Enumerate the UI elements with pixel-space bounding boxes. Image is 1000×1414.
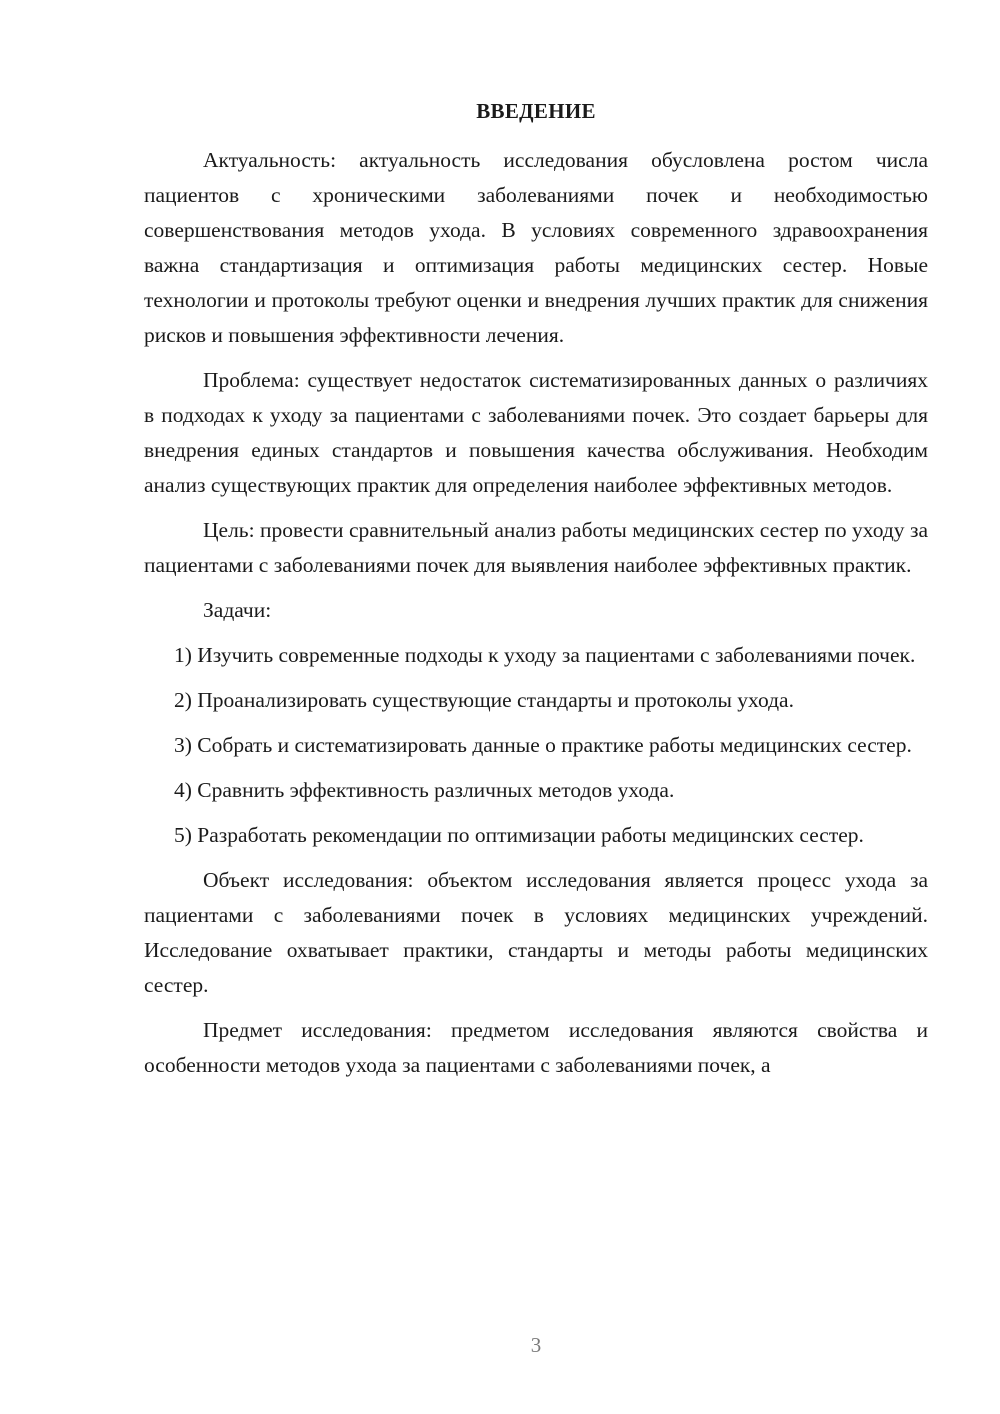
task-item-5: 5) Разработать рекомендации по оптимизации работы медицинских сестер. <box>174 823 864 847</box>
paragraph-problem: Проблема: существует недостаток систематизированных данных о различиях в подходах к уходу за пациентами с заболеваниями почек. Это создает барьеры для внедрения единых стандартов и повышения качества обслуживания. Необходим анализ существующих практик для определения наиболее эффективных методов. <box>144 368 928 497</box>
paragraph-tasks-heading: Задачи: <box>203 598 272 622</box>
task-item-1: 1) Изучить современные подходы к уходу за пациентами с заболеваниями почек. <box>174 643 916 667</box>
task-item-2: 2) Проанализировать существующие стандарты и протоколы ухода. <box>174 688 794 712</box>
document-body <box>144 143 928 1083</box>
page-number: 3 <box>530 1333 542 1357</box>
task-item-4: 4) Сравнить эффективность различных методов ухода. <box>174 778 675 802</box>
section-title: ВВЕДЕНИЕ <box>476 99 596 123</box>
task-item-3: 3) Собрать и систематизировать данные о практике работы медицинских сестер. <box>174 733 912 757</box>
paragraph-relevance: Актуальность: актуальность исследования обусловлена ростом числа пациентов с хроническими заболеваниями почек и необходимостью совершенствования методов ухода. В условиях современного здравоохранения важна стандартизация и оптимизация работы медицинских сестер. Новые технологии и протоколы требуют оценки и внедрения лучших практик для снижения рисков и повышения эффективности лечения. <box>144 148 928 347</box>
paragraph-subject: Предмет исследования: предметом исследования являются свойства и особенности методов ухода за пациентами с заболеваниями почек, а <box>144 1018 928 1077</box>
paragraph-object: Объект исследования: объектом исследования является процесс ухода за пациентами с заболеваниями почек в условиях медицинских учреждений. Исследование охватывает практики, стандарты и методы работы медицинских сестер. <box>144 868 928 997</box>
paragraph-goal: Цель: провести сравнительный анализ работы медицинских сестер по уходу за пациентами с заболеваниями почек для выявления наиболее эффективных практик. <box>144 518 928 577</box>
